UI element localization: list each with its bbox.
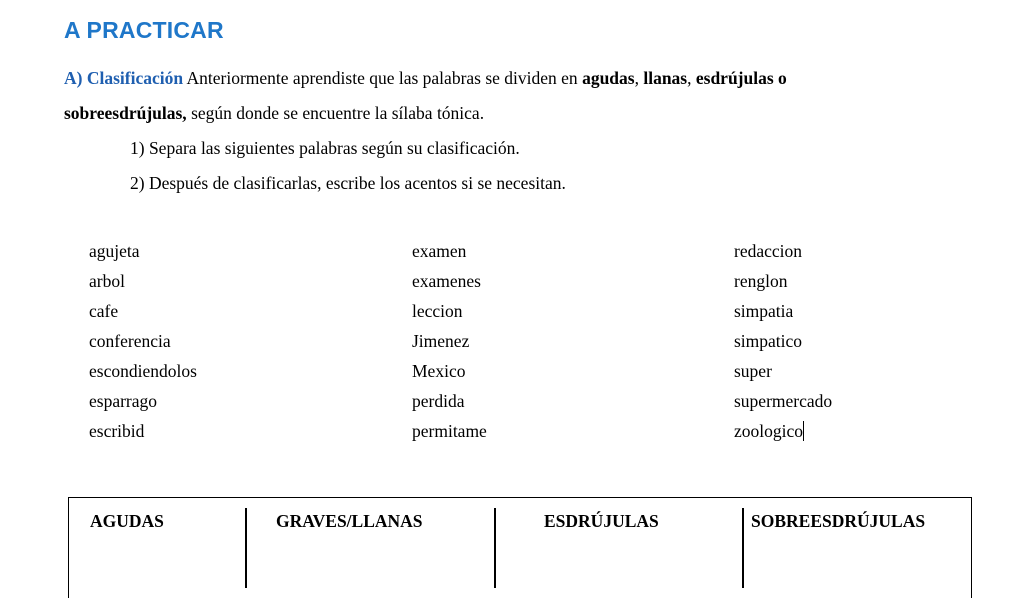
word-item: examen [412, 241, 467, 261]
header-agudas: AGUDAS [90, 511, 164, 531]
word-item: super [734, 361, 772, 381]
word-item: leccion [412, 301, 463, 321]
term-llanas: llanas [643, 68, 688, 88]
separator: , [687, 68, 696, 88]
header-esdrujulas: ESDRÚJULAS [544, 511, 659, 531]
intro-text-end: según donde se encuentre la sílaba tónica. [186, 103, 485, 123]
word-column-3 [734, 241, 832, 451]
separator: , [634, 68, 644, 88]
word-item: agujeta [89, 241, 140, 261]
term-esdrujulas: esdrújulas o [695, 68, 787, 88]
column-divider [245, 508, 247, 588]
page-title: A PRACTICAR [64, 17, 224, 43]
word-item: conferencia [89, 331, 171, 351]
word-item: perdida [412, 391, 465, 411]
step-2: 2) Después de clasificarlas, escribe los acentos si se necesitan. [130, 173, 566, 193]
word-item: Mexico [412, 361, 466, 381]
word-column-2 [412, 241, 487, 451]
instructions-paragraph-line-2 [64, 103, 964, 123]
word-item: simpatia [734, 301, 794, 321]
header-sobreesdrujulas: SOBREESDRÚJULAS [751, 511, 926, 531]
word-item: esparrago [89, 391, 158, 411]
word-item: escondiendolos [89, 361, 197, 381]
word-text: zoologico [734, 421, 804, 441]
word-item: cafe [89, 301, 119, 321]
word-item: supermercado [734, 391, 833, 411]
column-divider [494, 508, 496, 588]
text-cursor [803, 421, 804, 441]
term-agudas: agudas [582, 68, 635, 88]
term-sobreesdrujulas: sobreesdrújulas, [64, 103, 187, 123]
instructions-paragraph-line-1 [64, 68, 964, 88]
word-item-with-cursor[interactable] [734, 421, 832, 451]
word-item: examenes [412, 271, 481, 291]
column-divider [742, 508, 744, 588]
word-item: permitame [412, 421, 487, 441]
classification-table[interactable] [68, 497, 972, 598]
word-item: arbol [89, 271, 125, 291]
step-1: 1) Separa las siguientes palabras según su clasificación. [130, 138, 520, 158]
word-item: Jimenez [412, 331, 470, 351]
section-label: A) Clasificación [64, 68, 184, 88]
word-item: escribid [89, 421, 145, 441]
word-item: renglon [734, 271, 788, 291]
header-graves-llanas: GRAVES/LLANAS [276, 511, 423, 531]
intro-text: Anteriormente aprendiste que las palabras se dividen en [183, 68, 583, 88]
word-item: simpatico [734, 331, 803, 351]
word-item: redaccion [734, 241, 803, 261]
word-column-1 [89, 241, 197, 451]
